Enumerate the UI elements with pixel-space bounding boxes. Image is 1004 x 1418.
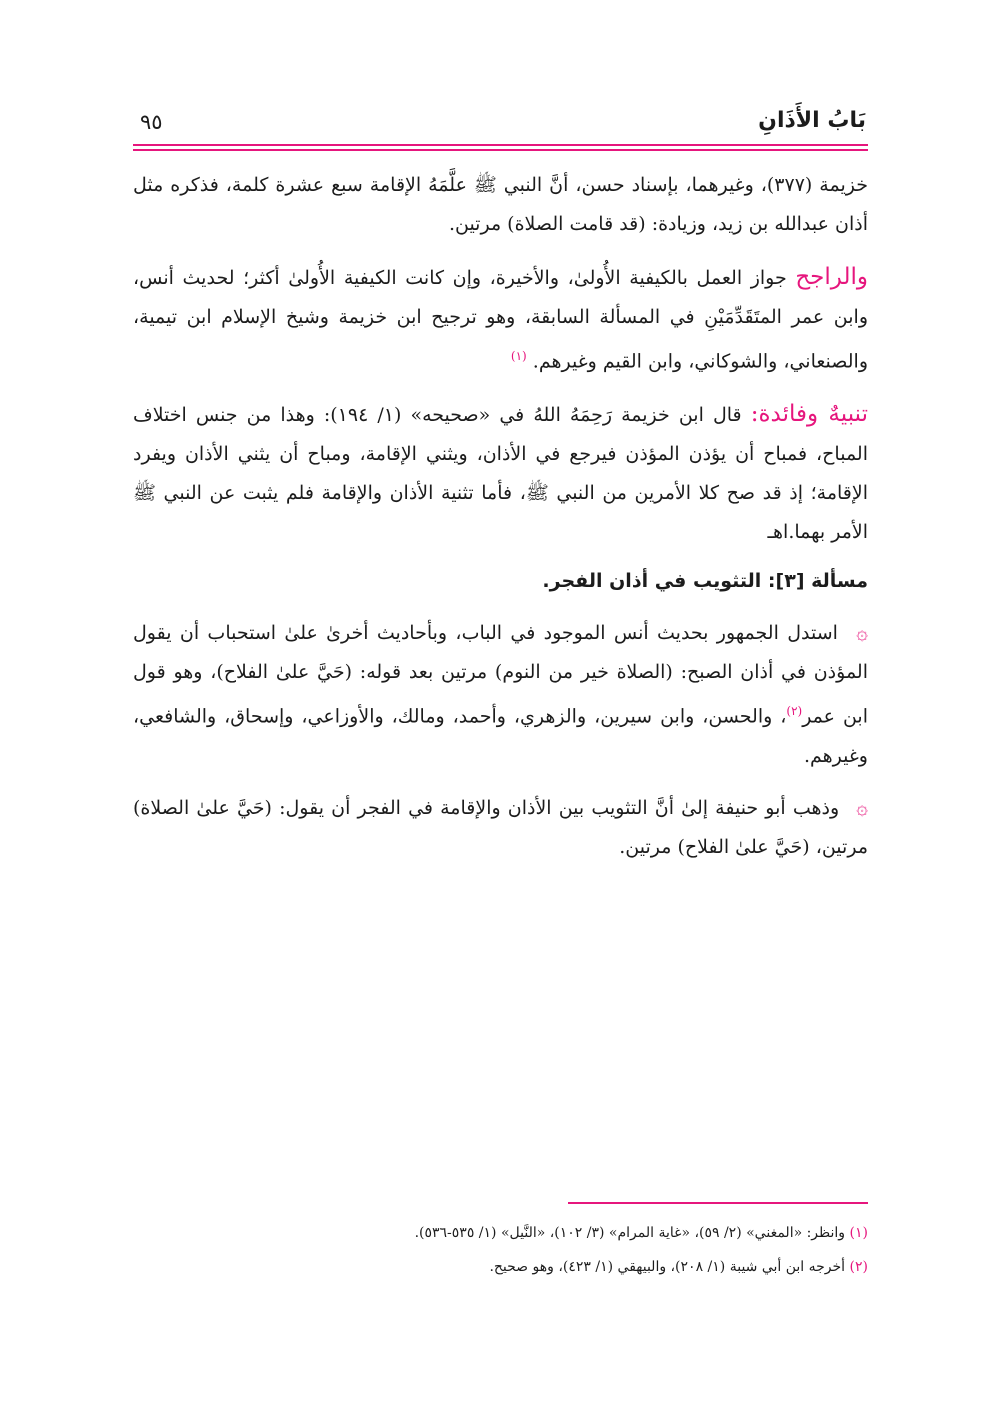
preferred-lead: والراجح bbox=[795, 264, 868, 290]
majority-text-after: ، والحسن، وابن سيرين، والزهري، وأحمد، ومالك، والأوزاعي، وإسحاق، والشافعي، وغيرهم. bbox=[133, 705, 868, 767]
abu-hanifa-text: وذهب أبو حنيفة إلىٰ أنَّ التثويب بين الأذان والإقامة في الفجر أن يقول: (حَيَّ علىٰ الصلاة) مرتين، (حَيَّ علىٰ الفلاح) مرتين. bbox=[133, 796, 868, 858]
paragraph-abu-hanifa bbox=[133, 788, 868, 867]
footnote-2 bbox=[133, 1250, 868, 1284]
note-lead: تنبيهٌ وفائدة: bbox=[750, 401, 868, 428]
majority-text-before: استدل الجمهور بحديث أنس الموجود في الباب، وبأحاديث أخرىٰ علىٰ استحباب أن يقول المؤذن في أذان الصبح: (الصلاة خير من النوم) مرتين بعد قوله: (حَيَّ علىٰ الفلاح)، وهو قول ابن عمر bbox=[133, 622, 868, 728]
note-text: قال ابن خزيمة رَحِمَهُ اللهُ في «صحيحه» (١/ ١٩٤): وهذا من جنس اختلاف المباح، فمباح أن يؤذن المؤذن فيرجع في الأذان، ويثني الإقامة، ومباح أن يثني الأذان ويفرد الإقامة؛ إذ قد صح كلا الأمرين من النبي ﷺ، فأما تثنية الأذان والإقامة فلم يثبت عن النبي ﷺ الأمر بهما.اهـ bbox=[133, 404, 868, 544]
footnote-2-text: أخرجه ابن أبي شيبة (١/ ٢٠٨)، والبيهقي (١/ ٤٢٣)، وهو صحيح. bbox=[489, 1259, 846, 1275]
ornament-bullet-icon: ۞ bbox=[856, 794, 868, 819]
preferred-text: جواز العمل بالكيفية الأُولىٰ، والأخيرة، وإن كانت الكيفية الأُولىٰ أكثر؛ لحديث أنس، وابن عمر المتَقَدِّمَيْنِ في المسألة السابقة، وهو ترجيح ابن خزيمة وشيخ الإسلام ابن تيمية، والصنعاني، والشوكاني، وابن القيم وغيرهم. bbox=[133, 267, 868, 373]
main-text bbox=[133, 166, 868, 875]
footnote-ref-2[interactable]: (٢) bbox=[786, 704, 803, 719]
chapter-title: بَابُ الأَذَانِ bbox=[758, 108, 866, 133]
paragraph-note bbox=[133, 395, 868, 552]
footnote-2-number: (٢) bbox=[849, 1259, 868, 1275]
footnote-separator bbox=[568, 1202, 868, 1204]
header-rule-bottom bbox=[133, 149, 868, 151]
paragraph-majority bbox=[133, 613, 868, 775]
footnote-ref-1[interactable]: (١) bbox=[510, 349, 527, 363]
section-heading: مسألة [٣]: التثويب في أذان الفجر. bbox=[542, 570, 868, 593]
ornament-bullet-icon: ۞ bbox=[856, 620, 868, 645]
footnote-1 bbox=[133, 1216, 868, 1250]
footnote-1-text: وانظر: «المغني» (٢/ ٥٩)، «غاية المرام» (٣/ ١٠٢)، «النَّيل» (١/ ٥٣٥-٥٣٦). bbox=[414, 1225, 846, 1241]
paragraph-1-text: خزيمة (٣٧٧)، وغيرهما، بإسناد حسن، أنَّ النبي ﷺ علَّمَهُ الإقامة سبع عشرة كلمة، فذكره مثل أذان عبدالله بن زيد، وزيادة: (قد قامت الصلاة) مرتين. bbox=[133, 174, 868, 235]
footnotes bbox=[133, 1216, 868, 1284]
header-rule-top bbox=[133, 144, 868, 146]
paragraph-1 bbox=[133, 166, 868, 244]
footnote-1-number: (١) bbox=[849, 1225, 868, 1241]
page-number: ٩٥ bbox=[140, 110, 163, 134]
paragraph-preferred bbox=[133, 258, 868, 381]
